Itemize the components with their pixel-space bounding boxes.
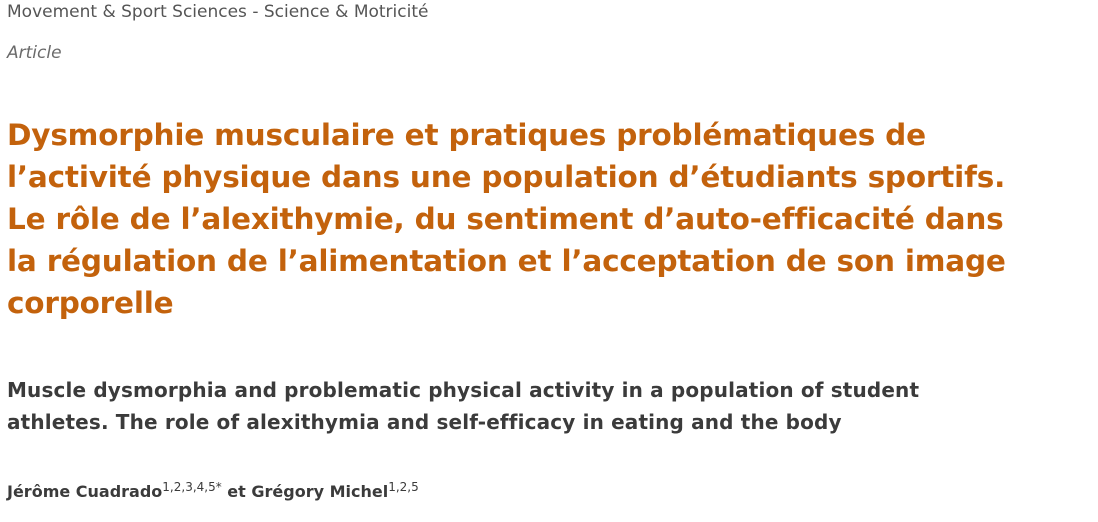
english-title-line: athletes. The role of alexithymia and self-efficacy in eating and the body [7,410,842,434]
english-title-line: Muscle dysmorphia and problematic physical activity in a population of student [7,378,920,402]
article-title-line: Le rôle de l’alexithymie, du sentiment d’auto-efficacité dans [7,202,1004,236]
author-affiliations: 1,2,5 [388,480,419,494]
author-name[interactable]: Grégory Michel [251,482,389,501]
english-title [7,374,1092,438]
author-conjunction: et [221,482,252,501]
article-title-line: la régulation de l’alimentation et l’acceptation de son image [7,244,1006,278]
article-title-line: l’activité physique dans une population d’étudiants sportifs. [7,160,1006,194]
article-title [7,114,1092,324]
article-title-line: Dysmorphie musculaire et pratiques problématiques de [7,118,926,152]
article-type-label: Article [7,43,62,63]
author-affiliations: 1,2,3,4,5* [162,480,222,494]
journal-name: Movement & Sport Sciences - Science & Motricité [7,2,429,22]
author-name[interactable]: Jérôme Cuadrado [7,482,163,501]
article-title-line: corporelle [7,286,174,320]
author-list [7,482,419,501]
